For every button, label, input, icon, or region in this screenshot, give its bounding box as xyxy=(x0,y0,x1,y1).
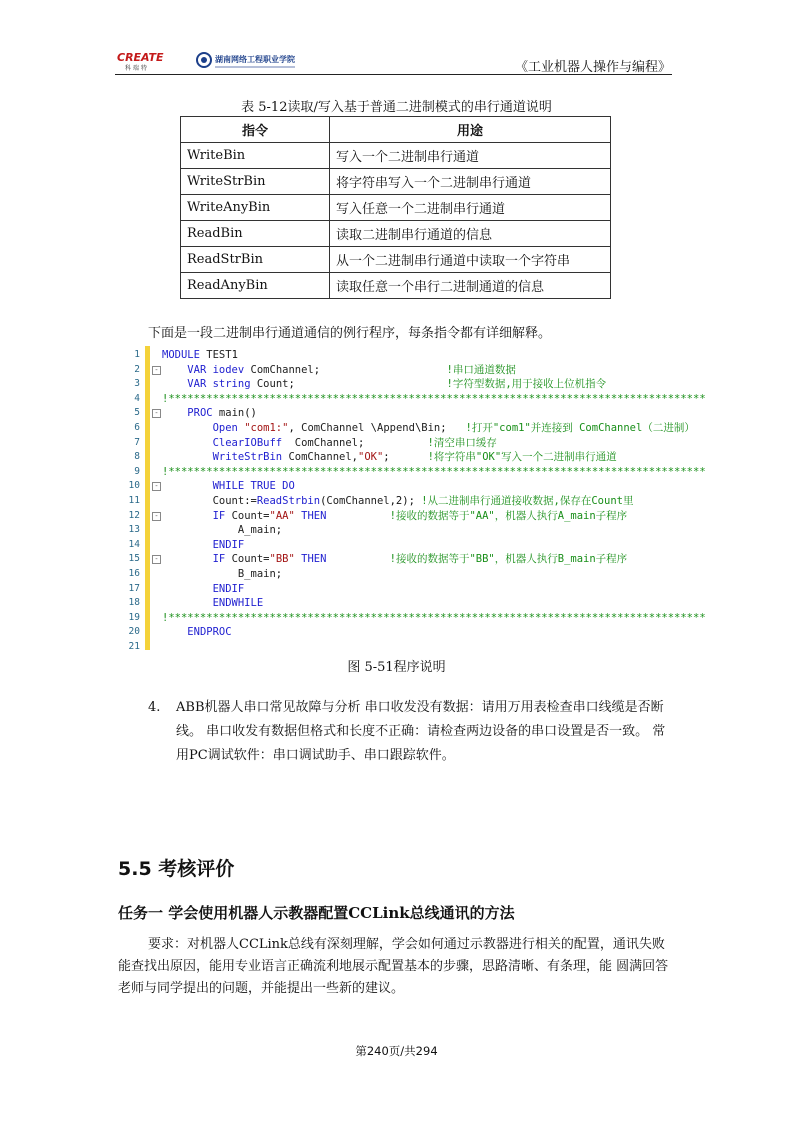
requirement-paragraph: 要求：对机器人CCLink总线有深刻理解，学会如何通过示教器进行相关的配置，通讯失败能查找出原因，能用专业语言正确流利地展示配置基本的步骤，思路清晰、有条理，能 圆满回答老师与同学提出的问题，并能提出一些新的建议。 xyxy=(118,937,669,996)
line-number: 14 xyxy=(128,538,140,550)
table-cell: ReadBin xyxy=(181,221,330,247)
fold-toggle-icon[interactable]: - xyxy=(152,409,161,418)
line-number: 6 xyxy=(134,422,140,433)
table-cell: 写入任意一个二进制串行通道 xyxy=(330,195,611,221)
line-number: 20 xyxy=(128,626,140,638)
code-line xyxy=(118,611,730,626)
code-line xyxy=(118,479,730,494)
create-logo-text: CREATE xyxy=(117,51,164,64)
line-number: 21 xyxy=(128,641,140,650)
list-item-text: ABB机器人串口常见故障与分析 串口收发没有数据：请用万用表检查串口线缆是否断线。 串口收发有数据但格式和长度不正确：请检查两边设备的串口设置是否一致。 常用PC调试软件：串口调试助手、串口跟踪软件。 xyxy=(176,700,666,763)
code-text: VAR iodev ComChannel; !串口通道数据 xyxy=(187,363,516,376)
figure-caption: 图 5-51程序说明 xyxy=(347,660,446,675)
line-number: 8 xyxy=(134,451,140,463)
table-cell: WriteBin xyxy=(181,143,330,169)
code-line xyxy=(118,465,730,480)
line-number: 1 xyxy=(134,349,140,360)
code-line xyxy=(118,567,730,582)
code-line xyxy=(118,509,730,524)
intro-paragraph: 下面是一段二进制串行通道通信的例行程序，每条指令都有详细解释。 xyxy=(148,326,552,341)
code-text: IF Count="BB" THEN !接收的数据等于"BB"，机器人执行B_main子程序 xyxy=(212,553,628,566)
line-number: 9 xyxy=(134,465,140,477)
create-logo xyxy=(115,50,187,72)
fold-toggle-icon[interactable]: - xyxy=(152,482,161,491)
page-footer: 第240页/共294 xyxy=(355,1044,438,1058)
line-number: 19 xyxy=(128,611,140,623)
code-text: B_main; xyxy=(237,568,283,580)
create-logo-sub: 科 瑞 特 xyxy=(125,65,147,72)
table-row xyxy=(181,195,611,221)
school-logo xyxy=(195,50,305,72)
line-number: 13 xyxy=(128,524,140,536)
code-text: ENDIF xyxy=(212,582,245,595)
code-line xyxy=(118,523,730,538)
table-cell: 从一个二进制串行通道中读取一个字符串 xyxy=(330,247,611,273)
code-listing xyxy=(118,346,730,650)
book-title: 《工业机器人操作与编程》 xyxy=(514,60,671,75)
code-line xyxy=(118,392,730,407)
table-cell: 读取任意一个串行二进制通道的信息 xyxy=(330,273,611,299)
line-number: 17 xyxy=(128,582,140,594)
line-number: 12 xyxy=(128,509,140,521)
line-number: 18 xyxy=(128,597,140,609)
code-line xyxy=(118,363,730,378)
code-line xyxy=(118,596,730,611)
line-number: 5 xyxy=(134,407,140,419)
line-number: 16 xyxy=(128,568,140,579)
code-text: Count:=ReadStrbin(ComChannel,2); !从二进制串行通道接收数据,保存在Count里 xyxy=(212,495,634,507)
header-rule xyxy=(115,74,672,75)
code-line xyxy=(118,450,730,465)
code-line xyxy=(118,538,730,553)
code-text: !************************************************************************************* xyxy=(162,465,706,478)
table-caption: 表 5-12读取/写入基于普通二进制模式的串行通道说明 xyxy=(241,100,552,115)
code-line xyxy=(118,377,730,392)
table-cell: 写入一个二进制串行通道 xyxy=(330,143,611,169)
line-number: 11 xyxy=(128,495,140,506)
code-text: WHILE TRUE DO xyxy=(212,480,295,493)
fold-toggle-icon[interactable]: - xyxy=(152,512,161,521)
line-number: 10 xyxy=(128,480,140,492)
code-text: ENDWHILE xyxy=(212,597,264,610)
code-text: !************************************************************************************* xyxy=(162,611,706,624)
code-text: Open "com1:", ComChannel \Append\Bin; !打开"com1"并连接到 ComChannel（二进制） xyxy=(212,422,695,434)
table-cell: WriteAnyBin xyxy=(181,195,330,221)
table-cell: WriteStrBin xyxy=(181,169,330,195)
code-text: MODULE TEST1 xyxy=(162,349,238,361)
table-row xyxy=(181,169,611,195)
code-line xyxy=(118,640,730,650)
code-line xyxy=(118,348,730,363)
code-text: ClearIOBuff ComChannel; !清空串口缓存 xyxy=(212,436,497,449)
table-cell: 读取二进制串行通道的信息 xyxy=(330,221,611,247)
table-cell: 将字符串写入一个二进制串行通道 xyxy=(330,169,611,195)
code-line xyxy=(118,494,730,509)
code-text: VAR string Count; !字符型数据,用于接收上位机指令 xyxy=(187,378,607,391)
task-heading: 任务一 学会使用机器人示教器配置CCLink总线通讯的方法 xyxy=(118,904,515,922)
table-header-row xyxy=(181,117,611,143)
code-text: !************************************************************************************* xyxy=(162,392,706,405)
table-row xyxy=(181,247,611,273)
code-text: IF Count="AA" THEN !接收的数据等于"AA"，机器人执行A_main子程序 xyxy=(212,509,628,522)
code-line xyxy=(118,552,730,567)
table-row xyxy=(181,221,611,247)
line-number: 15 xyxy=(128,553,140,565)
code-text: A_main; xyxy=(237,524,283,537)
school-logo-text: 湖南网络工程职业学院 xyxy=(215,55,295,64)
code-text: ENDPROC xyxy=(187,626,232,639)
table-cell: ReadStrBin xyxy=(181,247,330,273)
code-line xyxy=(118,582,730,597)
table-row xyxy=(181,273,611,299)
table-header-cell: 用途 xyxy=(330,117,611,143)
code-line xyxy=(118,436,730,451)
line-number: 3 xyxy=(134,378,140,390)
table-header-cell: 指令 xyxy=(181,117,330,143)
code-line xyxy=(118,625,730,640)
section-heading: 5.5 考核评价 xyxy=(118,858,235,880)
line-number: 2 xyxy=(134,363,140,375)
table-row xyxy=(181,143,611,169)
line-number: 4 xyxy=(134,392,140,404)
code-text: PROC main() xyxy=(187,407,257,420)
line-number: 7 xyxy=(134,436,140,448)
code-text: ENDIF xyxy=(212,538,245,551)
table-cell: ReadAnyBin xyxy=(181,273,330,299)
code-line xyxy=(118,421,730,436)
code-text: WriteStrBin ComChannel,"OK"; !将字符串"OK"写入一个二进制串行通道 xyxy=(212,451,617,464)
instruction-table xyxy=(180,116,611,299)
fold-toggle-icon[interactable]: - xyxy=(152,555,161,564)
fold-toggle-icon[interactable]: - xyxy=(152,366,161,375)
list-item-number: 4. xyxy=(148,700,161,715)
code-line xyxy=(118,406,730,421)
